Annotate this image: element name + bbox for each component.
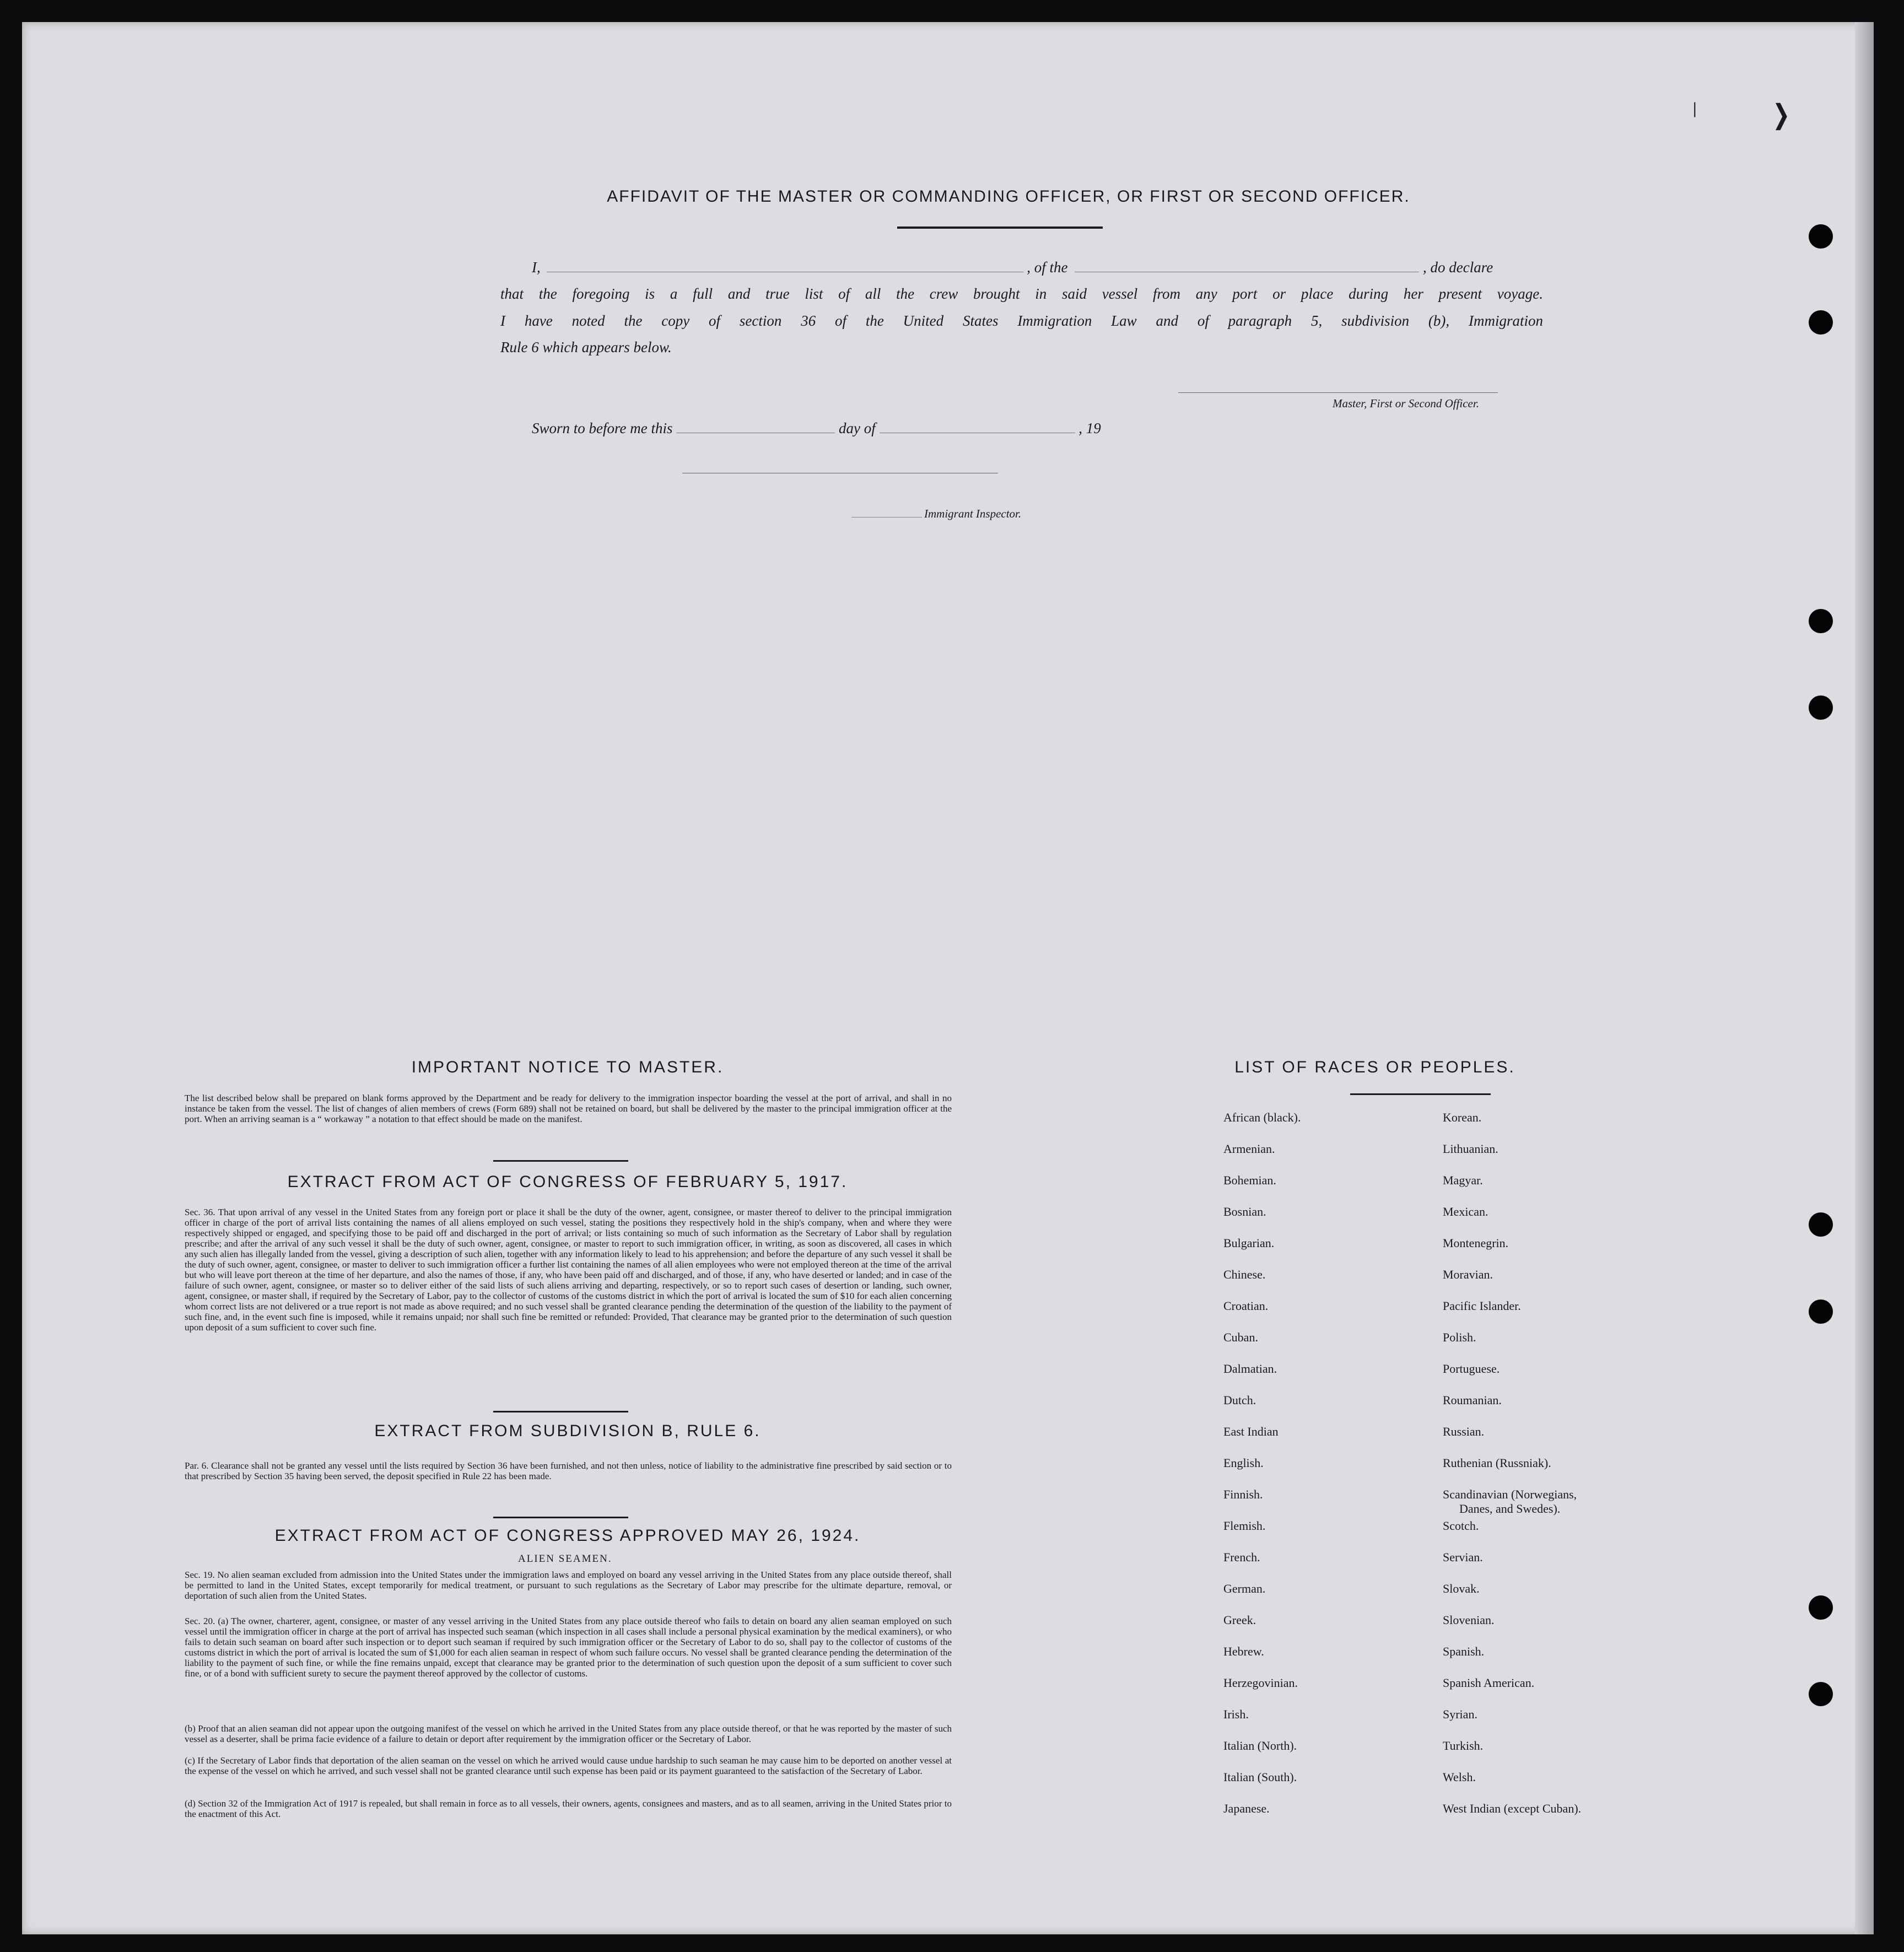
extract3-subtitle: ALIEN SEAMEN. — [518, 1553, 612, 1565]
race-item: Mexican. — [1443, 1205, 1488, 1218]
race-item: Japanese. — [1223, 1802, 1270, 1815]
signature-line[interactable] — [1178, 392, 1498, 393]
races-title: LIST OF RACES OR PEOPLES. — [1234, 1058, 1515, 1076]
notice-title: IMPORTANT NOTICE TO MASTER. — [411, 1058, 724, 1076]
race-item: Slovak. — [1443, 1582, 1480, 1595]
affidavit-i: I, — [532, 259, 541, 276]
day-of-text: day of — [839, 420, 876, 436]
page-edge — [1855, 22, 1874, 1934]
binder-hole — [1809, 310, 1833, 335]
race-item-continuation: Danes, and Swedes). — [1459, 1502, 1561, 1516]
race-item: Ruthenian (Russniak). — [1443, 1456, 1551, 1470]
race-item: Armenian. — [1223, 1142, 1275, 1156]
affidavit-line-3: I have noted the copy of section 36 of the United States Immigration Law and of paragraph 5, subdivision (b), Immigration — [500, 312, 1543, 329]
race-item: Italian (South). — [1223, 1770, 1297, 1784]
race-item: German. — [1223, 1582, 1266, 1595]
race-item: Servian. — [1443, 1550, 1483, 1564]
extract3-title: EXTRACT FROM ACT OF CONGRESS APPROVED MAY 26, 1924. — [274, 1527, 861, 1545]
binder-hole — [1809, 695, 1833, 720]
affidavit-declare: , do declare — [1423, 259, 1493, 276]
binder-hole — [1809, 224, 1833, 249]
race-item: Dalmatian. — [1223, 1362, 1277, 1376]
race-item: West Indian (except Cuban). — [1443, 1802, 1582, 1815]
race-item: Finnish. — [1223, 1487, 1263, 1501]
race-item: Herzegovinian. — [1223, 1676, 1298, 1690]
race-item: French. — [1223, 1550, 1260, 1564]
race-item: Flemish. — [1223, 1519, 1266, 1533]
extract3-sec20c: (c) If the Secretary of Labor finds that deportation of the alien seaman on the vessel on which he arrived would cause undue hardship to such seaman he may cause him to be deported on another vessel at the expense of the vessel on which he arrived, and such vessel shall not be granted clearance until such expense has been paid or its payment guaranteed to the satisfaction of the Secretary of Labor. — [185, 1755, 952, 1776]
race-item: Polish. — [1443, 1330, 1476, 1344]
binder-hole — [1809, 1595, 1833, 1620]
inspector-label — [851, 507, 1021, 521]
divider-3 — [493, 1517, 628, 1518]
extract2-title: EXTRACT FROM SUBDIVISION B, RULE 6. — [374, 1422, 761, 1440]
notice-text: The list described below shall be prepared on blank forms approved by the Department and be ready for delivery to the immigration inspector boarding the vessel at the port of arrival, and shall in no instance be taken from the vessel. The list of changes of alien members of crews (Form 689) shall not be retained on board, but shall be delivered by the master to the principal immigration officer at the port. When an arriving seaman is a “ workaway ” a notation to that effect should be made on the manifest. — [185, 1093, 952, 1124]
race-item: Montenegrin. — [1443, 1236, 1509, 1250]
race-item: Spanish American. — [1443, 1676, 1535, 1690]
extract3-sec20b: (b) Proof that an alien seaman did not appear upon the outgoing manifest of the vessel on which he arrived in the United States from any place outside thereof, or that he was reported by the master of such vessel as a deserter, shall be prima facie evidence of a failure to detain or deport after requirement by the immigration officer or the Secretary of Labor. — [185, 1723, 952, 1744]
race-item: Scotch. — [1443, 1519, 1479, 1533]
race-item: African (black). — [1223, 1110, 1301, 1124]
race-item: Greek. — [1223, 1613, 1256, 1627]
affidavit-line-4: Rule 6 which appears below. — [500, 339, 672, 355]
race-item: Slovenian. — [1443, 1613, 1495, 1627]
affidavit-of-the: , of the — [1027, 259, 1068, 276]
race-item: Russian. — [1443, 1425, 1485, 1438]
race-item: Pacific Islander. — [1443, 1299, 1521, 1313]
binder-hole — [1809, 1682, 1833, 1706]
affidavit-line-2: that the foregoing is a full and true list of all the crew brought in said vessel from any port or place during her present voyage. — [500, 285, 1543, 302]
race-item: Italian (North). — [1223, 1739, 1297, 1753]
affidavit-line-1 — [532, 259, 1543, 276]
races-divider — [1350, 1093, 1491, 1095]
year-text: , 19 — [1078, 420, 1101, 436]
divider-1 — [493, 1160, 628, 1162]
race-item: Portuguese. — [1443, 1362, 1500, 1376]
extract3-sec19: Sec. 19. No alien seaman excluded from admission into the United States under the immigration laws and employed on board any vessel arriving in the United States from any place outside thereof, shall be permitted to land in the United States, except temporarily for medical treatment, or pursuant to such regulations as the Secretary of Labor may prescribe for the ultimate departure, removal, or deportation of such alien from the United States. — [185, 1570, 952, 1601]
document-page — [22, 22, 1874, 1934]
affidavit-title: AFFIDAVIT OF THE MASTER OR COMMANDING OFFICER, OR FIRST OR SECOND OFFICER. — [607, 187, 1410, 206]
signature-label: Master, First or Second Officer. — [1333, 397, 1479, 410]
race-item: Bohemian. — [1223, 1173, 1276, 1187]
divider-2 — [493, 1411, 628, 1412]
sworn-line — [532, 420, 1101, 437]
race-item: East Indian — [1223, 1425, 1279, 1438]
race-item: Korean. — [1443, 1110, 1482, 1124]
race-item: Dutch. — [1223, 1393, 1256, 1407]
race-item: Spanish. — [1443, 1644, 1485, 1658]
race-item: Syrian. — [1443, 1707, 1477, 1721]
race-item: Cuban. — [1223, 1330, 1258, 1344]
extract2-text: Par. 6. Clearance shall not be granted any vessel until the lists required by Section 36 have been furnished, and not then unless, notice of liability to the administrative fine prescribed by said section or to that prescribed by Section 35 having been served, the deposit specified in Rule 22 has been made. — [185, 1460, 952, 1481]
extract3-sec20d: (d) Section 32 of the Immigration Act of 1917 is repealed, but shall remain in force as to all vessels, their owners, agents, consignees and masters, and as to all seamen, arriving in the United States prior to the enactment of this Act. — [185, 1798, 952, 1819]
race-item: Bulgarian. — [1223, 1236, 1275, 1250]
corner-mark: ❭ — [1770, 100, 1793, 130]
race-item: Roumanian. — [1443, 1393, 1502, 1407]
affidavit-divider — [897, 227, 1103, 229]
race-item: Turkish. — [1443, 1739, 1484, 1753]
binder-hole — [1809, 1299, 1833, 1324]
extract3-sec20a: Sec. 20. (a) The owner, charterer, agent, consignee, or master of any vessel arriving in the United States from any place outside thereof who fails to detain on board any alien seaman employed on such vessel until the immigration officer in charge at the port of arrival has inspected such seaman (which inspection in all cases shall include a personal physical examination by the medical examiners), or who fails to detain such seaman on board after such inspection or to deport such seaman if required by such immigration officer or the Secretary of Labor to do so, shall pay to the collector of customs of the customs district in which the port of arrival is located the sum of $1,000 for each alien seaman in respect of whom such failure occurs. No vessel shall be granted clearance pending the determination of the liability to the payment of such fine, or while the fine remains unpaid, except that clearance may be granted prior to the determination of such question upon the deposit of a sum sufficient to cover such fine, or of a bond with sufficient surety to secure the payment thereof approved by the collector of customs. — [185, 1616, 952, 1679]
corner-mark: | — [1693, 99, 1697, 117]
race-item: Scandinavian (Norwegians, — [1443, 1487, 1577, 1501]
extract1-text: Sec. 36. That upon arrival of any vessel in the United States from any foreign port or place it shall be the duty of the owner, agent, consignee, or master thereof to deliver to the principal immigration officer in charge of the port of arrival lists containing the names of all aliens employed on such vessel, stating the positions they respectively hold in the ship's company, when and where they were respectively shipped or engaged, and specifying those to be paid off and discharged in the port of arrival; or lists containing so much of such information as the Secretary of Labor shall by regulation prescribe; and after the arrival of any such vessel it shall be the duty of such owner, agent, consignee, or master to report to such immigration officer, in writing, as soon as discovered, all cases in which any such alien has illegally landed from the vessel, giving a description of such alien, together with any information likely to lead to his apprehension; and before the departure of any such vessel it shall be the duty of such owner, agent, consignee, or master to deliver to such immigration officer a further list containing the names of all alien employees who were not employed thereon at the time of the arrival but who will leave port thereon at the time of her departure, and also the names of those, if any, who have been paid off and discharged, and of those, if any, who have deserted or landed; and in case of the failure of such owner, agent, consignee, or master so to deliver either of the said lists of such aliens arriving and departing, respectively, or so to report such cases of desertion or landing, such owner, agent, consignee, or master shall, if required by the Secretary of Labor, pay to the collector of customs of the customs district in which the port of arrival is located the sum of $10 for each alien concerning whom correct lists are not delivered or a true report is not made as above required; and no such vessel shall be granted clearance pending the determination of the question of the liability to the payment of such fine, and, in the event such fine is imposed, while it remains unpaid; nor shall such fine be remitted or refunded: Provided, That clearance may be granted prior to the determination of such question upon deposit of a sum sufficient to cover such fine. — [185, 1207, 952, 1333]
race-item: Croatian. — [1223, 1299, 1269, 1313]
race-item: Lithuanian. — [1443, 1142, 1498, 1156]
binder-hole — [1809, 609, 1833, 633]
sworn-text: Sworn to before me this — [532, 420, 673, 436]
extract1-title: EXTRACT FROM ACT OF CONGRESS OF FEBRUARY 5, 1917. — [287, 1173, 848, 1191]
race-item: Moravian. — [1443, 1268, 1493, 1281]
inspector-label-text: Immigrant Inspector. — [924, 507, 1022, 520]
race-item: Magyar. — [1443, 1173, 1483, 1187]
race-item: Welsh. — [1443, 1770, 1476, 1784]
binder-hole — [1809, 1212, 1833, 1237]
race-item: Hebrew. — [1223, 1644, 1264, 1658]
race-item: Irish. — [1223, 1707, 1249, 1721]
race-item: Bosnian. — [1223, 1205, 1266, 1218]
race-item: English. — [1223, 1456, 1264, 1470]
race-item: Chinese. — [1223, 1268, 1266, 1281]
